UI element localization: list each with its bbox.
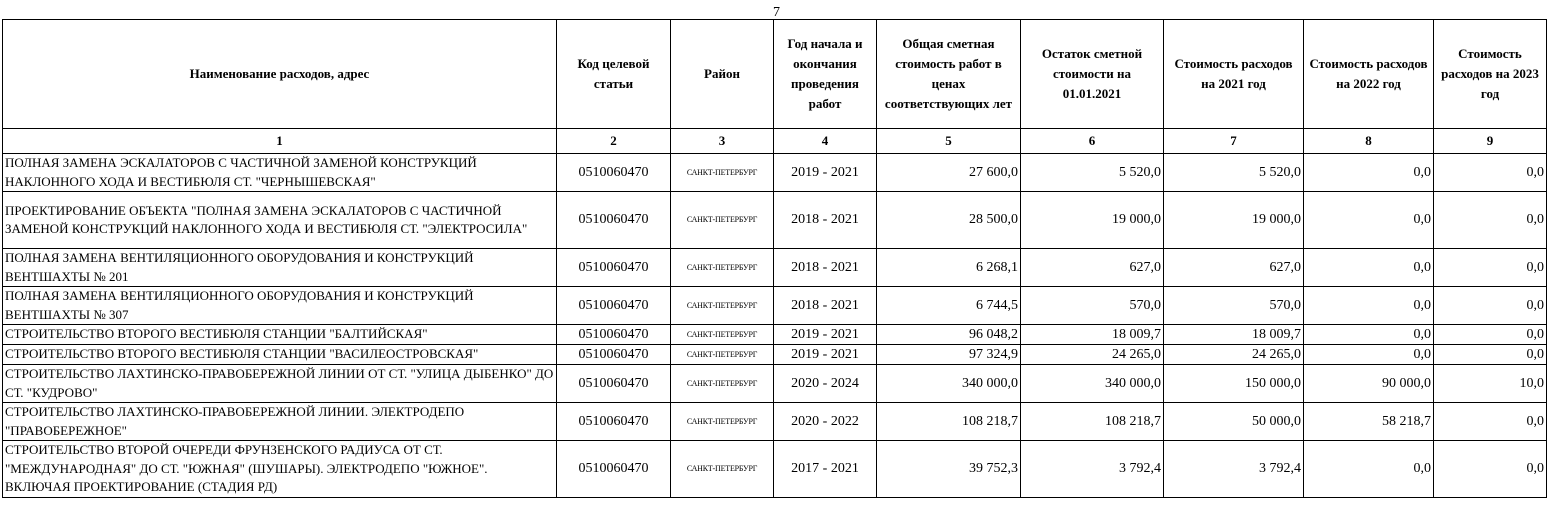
district: САНКТ-ПЕТЕРБУРГ	[671, 403, 774, 441]
total-cost: 6 744,5	[877, 287, 1021, 325]
remainder-cost: 5 520,0	[1021, 154, 1164, 192]
cost-2023: 0,0	[1434, 345, 1547, 365]
col-header-2022: Стоимость расходов на 2022 год	[1304, 20, 1434, 129]
col-number: 5	[877, 129, 1021, 154]
district: САНКТ-ПЕТЕРБУРГ	[671, 441, 774, 498]
work-years: 2018 - 2021	[774, 249, 877, 287]
col-header-total: Общая сметная стоимость работ в ценах соответствующих лет	[877, 20, 1021, 129]
expense-name: СТРОИТЕЛЬСТВО ЛАХТИНСКО-ПРАВОБЕРЕЖНОЙ ЛИНИИ. ЭЛЕКТРОДЕПО "ПРАВОБЕРЕЖНОЕ"	[3, 403, 557, 441]
cost-2022: 90 000,0	[1304, 365, 1434, 403]
cost-2022: 0,0	[1304, 287, 1434, 325]
total-cost: 39 752,3	[877, 441, 1021, 498]
col-number: 7	[1164, 129, 1304, 154]
expense-name: ПОЛНАЯ ЗАМЕНА ВЕНТИЛЯЦИОННОГО ОБОРУДОВАНИЯ И КОНСТРУКЦИЙ ВЕНТШАХТЫ № 201	[3, 249, 557, 287]
total-cost: 6 268,1	[877, 249, 1021, 287]
table-row	[3, 441, 1547, 498]
remainder-cost: 24 265,0	[1021, 345, 1164, 365]
target-code: 0510060470	[557, 365, 671, 403]
column-number-row	[3, 129, 1547, 154]
table-row	[3, 365, 1547, 403]
cost-2023: 10,0	[1434, 365, 1547, 403]
work-years: 2020 - 2022	[774, 403, 877, 441]
target-code: 0510060470	[557, 345, 671, 365]
cost-2021: 3 792,4	[1164, 441, 1304, 498]
col-number: 8	[1304, 129, 1434, 154]
cost-2023: 0,0	[1434, 154, 1547, 192]
cost-2021: 627,0	[1164, 249, 1304, 287]
total-cost: 97 324,9	[877, 345, 1021, 365]
cost-2021: 5 520,0	[1164, 154, 1304, 192]
col-number: 4	[774, 129, 877, 154]
remainder-cost: 340 000,0	[1021, 365, 1164, 403]
col-number: 2	[557, 129, 671, 154]
col-number: 3	[671, 129, 774, 154]
col-number: 6	[1021, 129, 1164, 154]
cost-2022: 0,0	[1304, 345, 1434, 365]
cost-2023: 0,0	[1434, 287, 1547, 325]
expense-name: СТРОИТЕЛЬСТВО ЛАХТИНСКО-ПРАВОБЕРЕЖНОЙ ЛИНИИ ОТ СТ. "УЛИЦА ДЫБЕНКО" ДО СТ. "КУДРОВО"	[3, 365, 557, 403]
expense-name: ПОЛНАЯ ЗАМЕНА ВЕНТИЛЯЦИОННОГО ОБОРУДОВАНИЯ И КОНСТРУКЦИЙ ВЕНТШАХТЫ № 307	[3, 287, 557, 325]
target-code: 0510060470	[557, 403, 671, 441]
target-code: 0510060470	[557, 192, 671, 249]
district: САНКТ-ПЕТЕРБУРГ	[671, 287, 774, 325]
remainder-cost: 3 792,4	[1021, 441, 1164, 498]
expense-name: СТРОИТЕЛЬСТВО ВТОРОГО ВЕСТИБЮЛЯ СТАНЦИИ "ВАСИЛЕОСТРОВСКАЯ"	[3, 345, 557, 365]
expense-name: СТРОИТЕЛЬСТВО ВТОРОГО ВЕСТИБЮЛЯ СТАНЦИИ "БАЛТИЙСКАЯ"	[3, 325, 557, 345]
cost-2022: 0,0	[1304, 154, 1434, 192]
work-years: 2018 - 2021	[774, 192, 877, 249]
work-years: 2019 - 2021	[774, 325, 877, 345]
total-cost: 27 600,0	[877, 154, 1021, 192]
col-header-years: Год начала и окончания проведения работ	[774, 20, 877, 129]
total-cost: 28 500,0	[877, 192, 1021, 249]
cost-2023: 0,0	[1434, 192, 1547, 249]
table-row	[3, 192, 1547, 249]
cost-2022: 0,0	[1304, 192, 1434, 249]
header-row	[3, 20, 1547, 129]
col-number: 1	[3, 129, 557, 154]
district: САНКТ-ПЕТЕРБУРГ	[671, 154, 774, 192]
table-row	[3, 287, 1547, 325]
work-years: 2020 - 2024	[774, 365, 877, 403]
target-code: 0510060470	[557, 249, 671, 287]
cost-2023: 0,0	[1434, 441, 1547, 498]
remainder-cost: 627,0	[1021, 249, 1164, 287]
cost-2021: 570,0	[1164, 287, 1304, 325]
total-cost: 340 000,0	[877, 365, 1021, 403]
col-header-code: Код целевой статьи	[557, 20, 671, 129]
cost-2022: 58 218,7	[1304, 403, 1434, 441]
col-number: 9	[1434, 129, 1547, 154]
district: САНКТ-ПЕТЕРБУРГ	[671, 325, 774, 345]
cost-2021: 50 000,0	[1164, 403, 1304, 441]
table-row	[3, 345, 1547, 365]
table-row	[3, 154, 1547, 192]
target-code: 0510060470	[557, 154, 671, 192]
table-row	[3, 249, 1547, 287]
total-cost: 108 218,7	[877, 403, 1021, 441]
work-years: 2017 - 2021	[774, 441, 877, 498]
col-header-2023: Стоимость расходов на 2023 год	[1434, 20, 1547, 129]
expense-name: СТРОИТЕЛЬСТВО ВТОРОЙ ОЧЕРЕДИ ФРУНЗЕНСКОГО РАДИУСА ОТ СТ. "МЕЖДУНАРОДНАЯ" ДО СТ. "ЮЖНАЯ" (ШУШАРЫ). ЭЛЕКТРОДЕПО "ЮЖНОЕ". ВКЛЮЧАЯ ПРОЕКТИРОВАНИЕ (СТАДИЯ РД)	[3, 441, 557, 498]
target-code: 0510060470	[557, 287, 671, 325]
col-header-2021: Стоимость расходов на 2021 год	[1164, 20, 1304, 129]
col-header-name: Наименование расходов, адрес	[3, 20, 557, 129]
table-row	[3, 403, 1547, 441]
table-row	[3, 325, 1547, 345]
cost-2023: 0,0	[1434, 325, 1547, 345]
cost-2023: 0,0	[1434, 249, 1547, 287]
district: САНКТ-ПЕТЕРБУРГ	[671, 192, 774, 249]
cost-2021: 19 000,0	[1164, 192, 1304, 249]
cost-2021: 24 265,0	[1164, 345, 1304, 365]
work-years: 2019 - 2021	[774, 345, 877, 365]
expense-name: ПОЛНАЯ ЗАМЕНА ЭСКАЛАТОРОВ С ЧАСТИЧНОЙ ЗАМЕНОЙ КОНСТРУКЦИЙ НАКЛОННОГО ХОДА И ВЕСТИБЮЛЯ СТ. "ЧЕРНЫШЕВСКАЯ"	[3, 154, 557, 192]
page-number: 7	[773, 5, 780, 20]
remainder-cost: 570,0	[1021, 287, 1164, 325]
col-header-district: Район	[671, 20, 774, 129]
target-code: 0510060470	[557, 441, 671, 498]
cost-2021: 150 000,0	[1164, 365, 1304, 403]
remainder-cost: 18 009,7	[1021, 325, 1164, 345]
remainder-cost: 19 000,0	[1021, 192, 1164, 249]
work-years: 2019 - 2021	[774, 154, 877, 192]
district: САНКТ-ПЕТЕРБУРГ	[671, 365, 774, 403]
expenses-table	[2, 19, 1547, 498]
cost-2022: 0,0	[1304, 441, 1434, 498]
total-cost: 96 048,2	[877, 325, 1021, 345]
cost-2021: 18 009,7	[1164, 325, 1304, 345]
cost-2022: 0,0	[1304, 325, 1434, 345]
district: САНКТ-ПЕТЕРБУРГ	[671, 249, 774, 287]
col-header-remainder: Остаток сметной стоимости на 01.01.2021	[1021, 20, 1164, 129]
cost-2022: 0,0	[1304, 249, 1434, 287]
district: САНКТ-ПЕТЕРБУРГ	[671, 345, 774, 365]
expense-name: ПРОЕКТИРОВАНИЕ ОБЪЕКТА "ПОЛНАЯ ЗАМЕНА ЭСКАЛАТОРОВ С ЧАСТИЧНОЙ ЗАМЕНОЙ КОНСТРУКЦИЙ НАКЛОННОГО ХОДА И ВЕСТИБЮЛЯ СТ. "ЭЛЕКТРОСИЛА"	[3, 192, 557, 249]
work-years: 2018 - 2021	[774, 287, 877, 325]
target-code: 0510060470	[557, 325, 671, 345]
cost-2023: 0,0	[1434, 403, 1547, 441]
remainder-cost: 108 218,7	[1021, 403, 1164, 441]
